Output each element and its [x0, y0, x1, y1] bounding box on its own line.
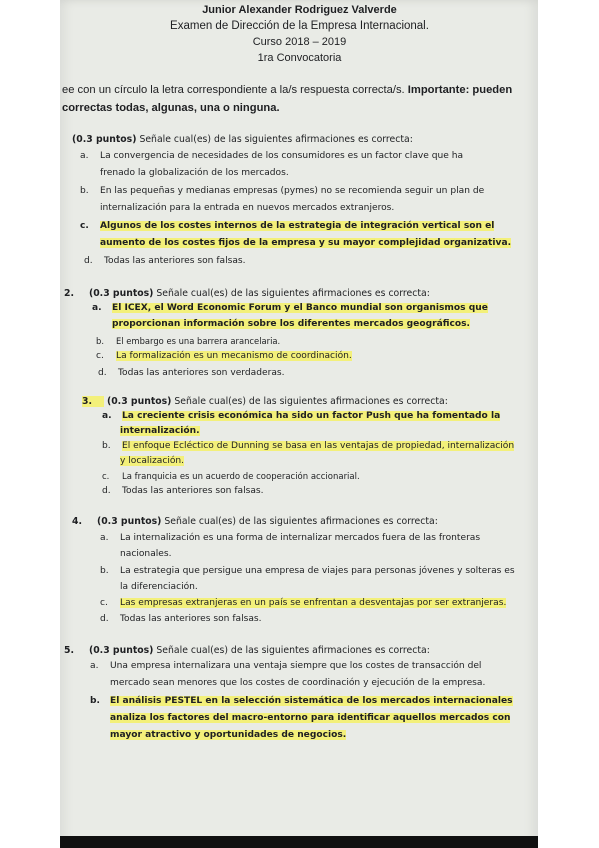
- q5-option-b-cont-2: [110, 730, 346, 740]
- highlight: El análisis PESTEL en la selección sistemática de los mercados internacionales: [110, 696, 513, 706]
- q1-option-b: b. En las pequeñas y medianas empresas (pymes) no se recomienda seguir un plan de: [80, 186, 485, 196]
- q4-option-b: b. La estrategia que persigue una empresa de viajes para personas jóvenes y solteras es: [100, 566, 515, 576]
- q2-option-c: c. La formalización es un mecanismo de coordinación.: [96, 351, 352, 361]
- q4-option-d: d. Todas las anteriores son falsas.: [100, 614, 262, 624]
- student-name: Junior Alexander Rodriguez Valverde: [202, 4, 397, 16]
- q4-option-c: c. Las empresas extranjeras en un país se enfrentan a desventajas por ser extranjeras.: [100, 598, 507, 608]
- q5-option-a-cont: mercado sean menores que los costes de coordinación y ejecución de la empresa.: [110, 678, 486, 688]
- highlight: Las empresas extranjeras en un país se enfrentan a desventajas por ser extranjeras.: [120, 598, 507, 608]
- q5-option-b: b. El análisis PESTEL en la selección sistemática de los mercados internacionales: [90, 696, 513, 706]
- course-year: Curso 2018 – 2019: [252, 36, 347, 48]
- exam-title: Examen de Dirección de la Empresa Internacional.: [170, 20, 429, 32]
- q4-option-b-cont: la diferenciación.: [120, 582, 198, 592]
- instructions-line-2: correctas todas, algunas, una o ninguna.: [62, 102, 280, 114]
- highlight: Algunos de los costes internos de la estrategia de integración vertical son el: [100, 221, 495, 231]
- question-2-title: 2. (0.3 puntos) Señale cual(es) de las siguientes afirmaciones es correcta:: [64, 288, 430, 299]
- q3-option-d: d. Todas las anteriores son falsas.: [102, 486, 264, 496]
- question-1-title: (0.3 puntos) Señale cual(es) de las siguientes afirmaciones es correcta:: [72, 134, 413, 145]
- q1-option-c: c. Algunos de los costes internos de la estrategia de integración vertical son el: [80, 221, 495, 231]
- q2-option-b: b. El embargo es una barrera arancelaria.: [96, 336, 281, 346]
- q5-option-b-cont-1: [110, 713, 510, 723]
- highlight: aumento de los costes fijos de la empresa y su mayor complejidad organizativa.: [100, 238, 512, 248]
- question-3-title: 3. (0.3 puntos) Señale cual(es) de las siguientes afirmaciones es correcta:: [82, 396, 448, 407]
- question-4-title: 4. (0.3 puntos) Señale cual(es) de las siguientes afirmaciones es correcta:: [72, 516, 438, 527]
- highlight: y localización.: [120, 456, 185, 466]
- q2-option-d: d. Todas las anteriores son verdaderas.: [98, 368, 285, 378]
- photo-bottom-shadow: [60, 836, 538, 848]
- q1-option-a: a. La convergencia de necesidades de los consumidores es un factor clave que ha: [80, 151, 464, 161]
- q1-option-b-cont: internalización para la entrada en nuevos mercados extranjeros.: [100, 203, 395, 213]
- q2-option-a: a. El ICEX, el Word Economic Forum y el Banco mundial son organismos que: [92, 303, 488, 313]
- q2-option-a-cont: [112, 319, 470, 329]
- highlight: La creciente crisis económica ha sido un factor Push que ha fomentado la: [122, 411, 501, 421]
- q3-option-b-cont: [120, 456, 184, 466]
- highlight: mayor atractivo y oportunidades de negocios.: [110, 730, 347, 740]
- q1-option-d: d. Todas las anteriores son falsas.: [84, 256, 246, 266]
- exam-call: 1ra Convocatoria: [257, 52, 342, 64]
- q4-option-a-cont: nacionales.: [120, 549, 172, 559]
- q3-option-b: b. El enfoque Ecléctico de Dunning se basa en las ventajas de propiedad, internalización: [102, 441, 515, 451]
- highlight: proporcionan información sobre los diferentes mercados geográficos.: [112, 319, 470, 329]
- question-5-title: 5. (0.3 puntos) Señale cual(es) de las siguientes afirmaciones es correcta:: [64, 645, 430, 656]
- highlight: El enfoque Ecléctico de Dunning se basa en las ventajas de propiedad, internalización: [122, 441, 515, 451]
- highlight: La formalización es un mecanismo de coordinación.: [116, 351, 352, 361]
- highlight: internalización.: [120, 426, 200, 436]
- q1-option-a-cont: frenado la globalización de los mercados.: [100, 168, 289, 178]
- q3-option-a: a. La creciente crisis económica ha sido un factor Push que ha fomentado la: [102, 411, 501, 421]
- q3-option-c: c. La franquicia es un acuerdo de cooperación accionarial.: [102, 472, 360, 482]
- instructions-line-1: ee con un círculo la letra correspondiente a la/s respuesta correcta/s. Importante: pueden: [62, 84, 513, 96]
- q3-option-a-cont: [120, 426, 200, 436]
- q5-option-a: a. Una empresa internalizara una ventaja siempre que los costes de transacción del: [90, 661, 482, 671]
- highlight: El ICEX, el Word Economic Forum y el Banco mundial son organismos que: [112, 303, 488, 313]
- highlight: analiza los factores del macro-entorno para identificar aquellos mercados con: [110, 713, 511, 723]
- q4-option-a: a. La internalización es una forma de internalizar mercados fuera de las fronteras: [100, 533, 481, 543]
- q1-option-c-cont: [100, 238, 511, 248]
